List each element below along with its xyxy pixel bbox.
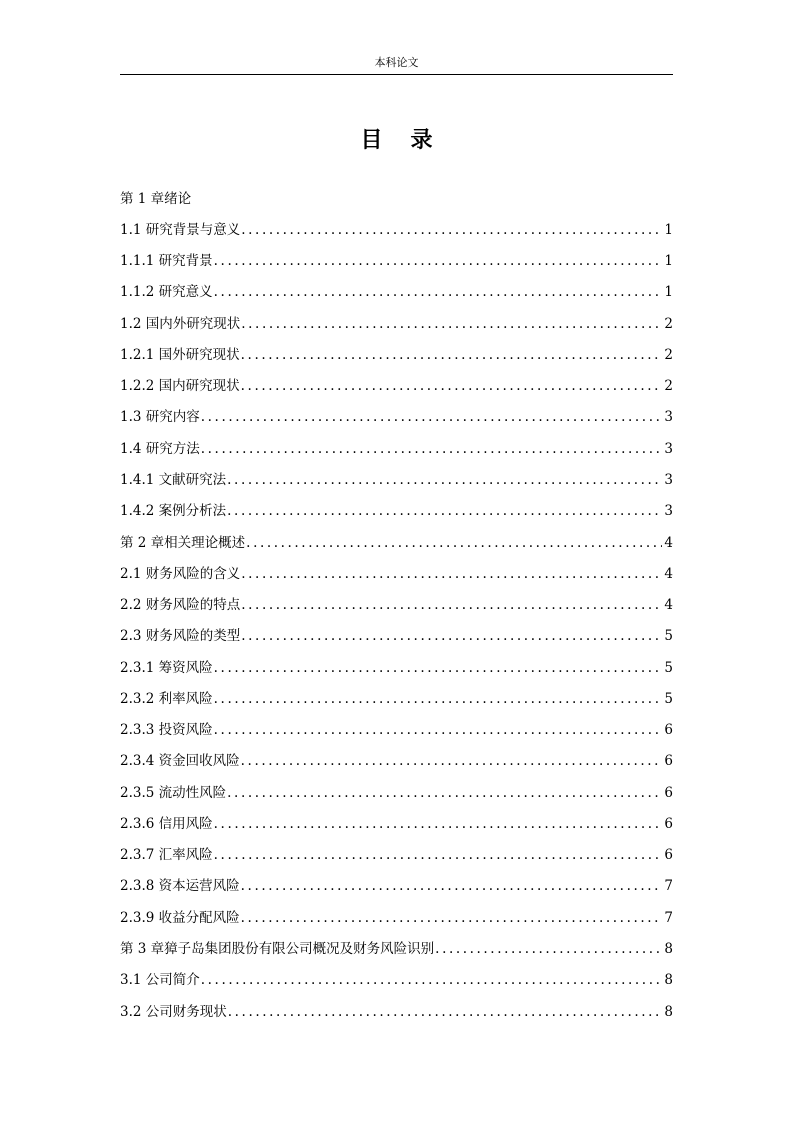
- toc-entry[interactable]: [120, 214, 673, 245]
- toc-entry[interactable]: [120, 683, 673, 714]
- toc-entry[interactable]: [120, 996, 673, 1027]
- toc-entry-text: 第 2 章相关理论概述: [120, 534, 246, 551]
- toc-page-number: 3: [664, 440, 673, 457]
- toc-dot-leader: [213, 847, 663, 863]
- toc-dot-leader: [213, 253, 663, 269]
- toc-dot-leader: [226, 503, 662, 519]
- toc-entry-text: 2.3.6 信用风险: [120, 815, 213, 832]
- toc-dot-leader: [240, 753, 663, 769]
- toc-dot-leader: [240, 347, 663, 363]
- toc-dot-leader: [245, 535, 662, 551]
- toc-dot-leader: [226, 785, 662, 801]
- toc-dot-leader: [200, 441, 663, 457]
- toc-entry[interactable]: [120, 871, 673, 902]
- toc-page-number: 6: [664, 784, 673, 801]
- toc-dot-leader: [240, 628, 662, 644]
- toc-entry[interactable]: [120, 464, 673, 495]
- toc-entry-text: 2.2 财务风险的特点: [120, 597, 241, 614]
- toc-entry[interactable]: [120, 746, 673, 777]
- toc-entry-text: 3.1 公司简介: [120, 972, 200, 989]
- toc-page-number: 6: [664, 722, 673, 739]
- toc-entry-text: 1.2.2 国内研究现状: [120, 378, 240, 395]
- toc-entry[interactable]: [120, 715, 673, 746]
- toc-page-number: 5: [664, 628, 673, 645]
- toc-dot-leader: [200, 409, 663, 425]
- toc-page-number: 2: [664, 315, 673, 332]
- toc-entry-text: 第 3 章獐子岛集团股份有限公司概况及财务风险识别: [120, 941, 435, 957]
- toc-dot-leader: [213, 660, 663, 676]
- toc-entry-text: 第 1 章绪论: [120, 190, 192, 207]
- toc-page-number: 8: [664, 941, 673, 957]
- toc-page-number: 4: [664, 565, 673, 582]
- toc-page-number: 1: [664, 284, 673, 301]
- toc-page-number: 8: [664, 1003, 673, 1020]
- toc-entry[interactable]: [120, 933, 673, 964]
- page-header: [120, 56, 673, 75]
- toc-page-number: 2: [664, 346, 673, 363]
- toc-entry[interactable]: [120, 527, 673, 558]
- toc-page-number: 3: [664, 409, 673, 426]
- page-title: 目录: [360, 127, 461, 153]
- toc-dot-leader: [240, 316, 662, 332]
- toc-entry-text: 2.3.5 流动性风险: [120, 784, 227, 801]
- toc-entry-text: 2.1 财务风险的含义: [120, 565, 241, 582]
- toc-entry[interactable]: [120, 433, 673, 464]
- toc-dot-leader: [226, 472, 662, 488]
- toc-entry[interactable]: [120, 496, 673, 527]
- toc-page-number: 6: [664, 847, 673, 864]
- toc-entry-text: 1.3 研究内容: [120, 409, 200, 426]
- table-of-contents: [120, 183, 673, 1027]
- toc-page-number: 7: [664, 909, 673, 926]
- toc-entry-text: 2.3.1 筹资风险: [120, 659, 213, 676]
- toc-entry[interactable]: [120, 902, 673, 933]
- toc-page-number: 3: [664, 472, 673, 489]
- toc-entry[interactable]: [120, 339, 673, 370]
- toc-dot-leader: [213, 284, 663, 300]
- toc-dot-leader: [240, 566, 662, 582]
- toc-dot-leader: [240, 222, 662, 238]
- header-text: 本科论文: [374, 56, 419, 69]
- toc-entry[interactable]: [120, 402, 673, 433]
- toc-entry-text: 2.3.8 资本运营风险: [120, 878, 240, 895]
- toc-entry-text: 2.3.3 投资风险: [120, 722, 213, 739]
- toc-entry[interactable]: [120, 777, 673, 808]
- toc-entry-text: 2.3.9 收益分配风险: [120, 909, 240, 926]
- toc-entry[interactable]: [120, 621, 673, 652]
- toc-entry[interactable]: [120, 965, 673, 996]
- toc-entry-text: 1.4.2 案例分析法: [120, 503, 227, 520]
- toc-page-number: 6: [664, 815, 673, 832]
- toc-entry[interactable]: [120, 558, 673, 589]
- toc-entry-text: 2.3.2 利率风险: [120, 690, 213, 707]
- toc-dot-leader: [213, 722, 663, 738]
- toc-dot-leader: [240, 378, 663, 394]
- toc-page-number: 7: [664, 878, 673, 895]
- toc-page-number: 4: [664, 534, 673, 551]
- toc-entry[interactable]: [120, 183, 673, 214]
- toc-dot-leader: [434, 941, 662, 957]
- toc-entry-text: 2.3.4 资金回收风险: [120, 753, 240, 770]
- toc-dot-leader: [200, 972, 663, 988]
- toc-entry-text: 1.4.1 文献研究法: [120, 472, 227, 489]
- toc-entry-text: 1.4 研究方法: [120, 440, 200, 457]
- toc-dot-leader: [227, 1004, 663, 1020]
- toc-page-number: 2: [664, 378, 673, 395]
- toc-page-number: 3: [664, 503, 673, 520]
- toc-entry-text: 2.3 财务风险的类型: [120, 628, 241, 645]
- toc-entry-text: 1.1.2 研究意义: [120, 284, 213, 301]
- toc-entry[interactable]: [120, 246, 673, 277]
- toc-entry[interactable]: [120, 808, 673, 839]
- toc-entry[interactable]: [120, 840, 673, 871]
- toc-entry-text: 3.2 公司财务现状: [120, 1003, 227, 1020]
- toc-entry-text: 1.2.1 国外研究现状: [120, 346, 240, 363]
- toc-dot-leader: [240, 910, 663, 926]
- toc-entry-text: 2.3.7 汇率风险: [120, 847, 213, 864]
- toc-page-number: 5: [664, 690, 673, 707]
- toc-dot-leader: [240, 597, 662, 613]
- toc-entry[interactable]: [120, 371, 673, 402]
- toc-entry-text: 1.1.1 研究背景: [120, 253, 213, 270]
- toc-page-number: 1: [664, 221, 673, 238]
- toc-entry-text: 1.2 国内外研究现状: [120, 315, 241, 332]
- toc-entry[interactable]: [120, 589, 673, 620]
- toc-page-number: 6: [664, 753, 673, 770]
- toc-page-number: 1: [664, 253, 673, 270]
- toc-dot-leader: [213, 816, 663, 832]
- toc-entry[interactable]: [120, 308, 673, 339]
- toc-entry[interactable]: [120, 652, 673, 683]
- toc-dot-leader: [213, 691, 663, 707]
- toc-page-number: 4: [664, 597, 673, 614]
- toc-entry-text: 1.1 研究背景与意义: [120, 221, 241, 238]
- toc-page-number: 8: [664, 972, 673, 989]
- toc-page-number: 5: [664, 659, 673, 676]
- toc-entry[interactable]: [120, 277, 673, 308]
- toc-dot-leader: [240, 878, 663, 894]
